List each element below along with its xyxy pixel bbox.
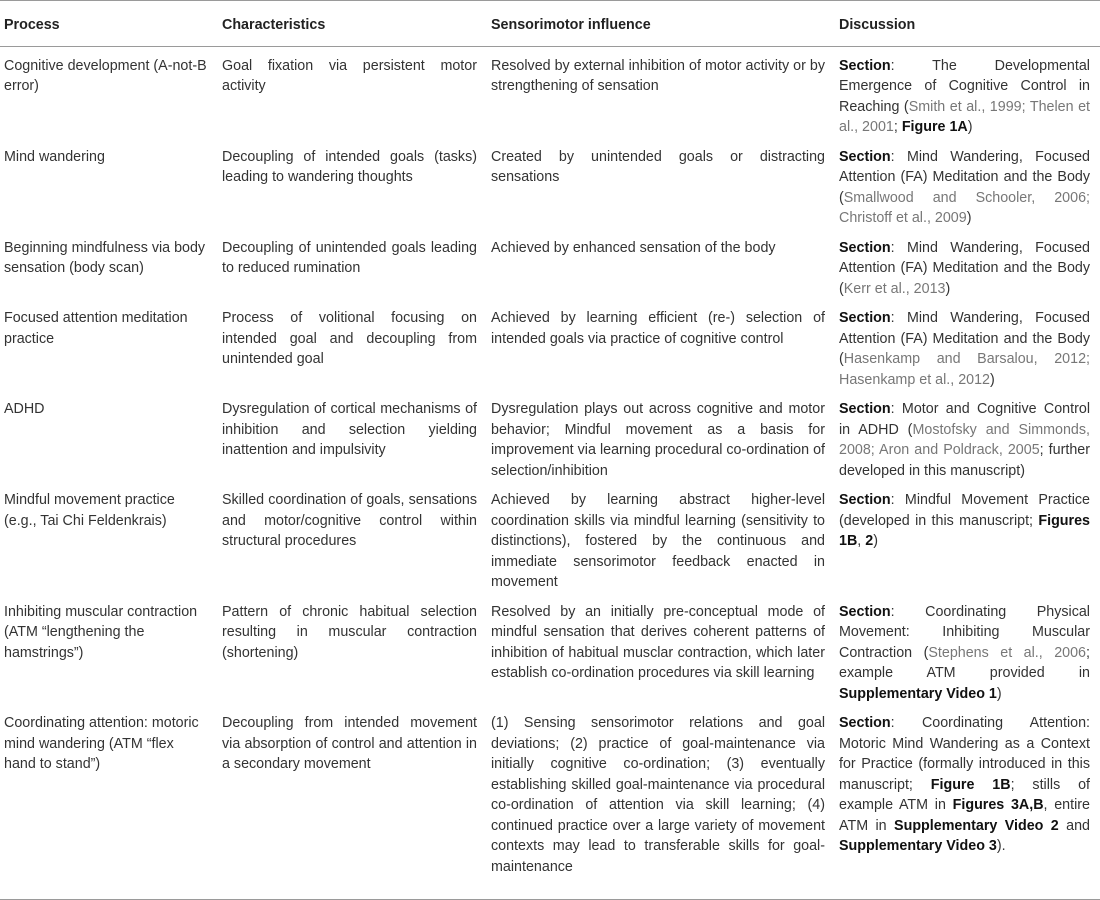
discussion-text: , entire ATM in [839,797,1090,834]
process-cell: Inhibiting muscular contraction (ATM “lengthening the hamstrings”) [4,603,198,661]
citation: Hasenkamp and Barsalou, 2012; Hasenkamp et al., 2012 [839,351,1090,388]
citation: Smith et al., 1999; Thelen et al., 2001 [839,98,1091,135]
discussion-cell [835,299,1100,390]
process-cell: ADHD [4,401,45,417]
section-label: Section [839,57,891,74]
process-cell: Beginning mindfulness via body sensation (body scan) [4,239,206,276]
discussion-text: : Mind Wandering, Focused Attention (FA) Meditation and the Body ( [839,148,1090,206]
section-label: Section [839,603,891,620]
discussion-text: ) [966,210,972,226]
table-header [0,1,1100,47]
citation: Smallwood and Schooler, 2006; Christoff et al., 2009 [839,189,1090,226]
discussion-text: ; further developed in this manuscript) [839,442,1090,479]
discussion-text: : The Developmental Emergence of Cognitive Control in Reaching ( [839,57,1090,115]
section-label: Section [839,401,891,417]
process-cell: Cognitive development (A-not-B error) [4,57,207,94]
characteristics-cell: Decoupling of unintended goals leading to reduced rumination [222,239,477,276]
process-cell: Focused attention meditation practice [4,310,188,347]
discussion-text: , [857,533,866,549]
sensorimotor-cell: (1) Sensing sensorimotor relations and goal deviations; (2) practice of goal-maintenance via initially cognitive co-ordination; (3) eventually establishing skilled goal-maintenance via procedural co-ordination of attention via skill learning; (4) continued practice over a large variety of movement contexts may lead to transferable skills for goal-maintenance [487,704,835,900]
sensorimotor-cell: Resolved by an initially pre-conceptual mode of mindful sensation that derives coherent patterns of inhibition of habitual musclar contraction, which later establish co-ordination procedures via skill learning [491,603,825,681]
process-cell: Mind wandering [4,148,105,165]
header-characteristics: Characteristics [218,1,487,47]
discussion-text: : Mind Wandering, Focused Attention (FA) Meditation and the Body ( [839,310,1090,367]
header-sensorimotor-influence: Sensorimotor influence [487,1,835,47]
figure-reference: Supplementary Video 3 [839,838,997,854]
discussion-text: ; example ATM provided in [839,644,1090,681]
sensorimotor-cell: Achieved by learning efficient (re-) selection of intended goals via practice of cognitive control [491,310,825,347]
section-label: Section [839,239,891,256]
discussion-text: : Mind Wandering, Focused Attention (FA) Meditation and the Body ( [839,239,1090,297]
discussion-cell [835,390,1100,481]
header-row [0,1,1100,47]
figure-reference: Supplementary Video 2 [894,817,1059,834]
section-label: Section [839,148,891,165]
discussion-text: ) [873,533,878,549]
figure-reference: Supplementary Video 1 [839,685,997,702]
header-discussion: Discussion [835,1,1100,47]
table-row [0,299,1100,390]
discussion-text: ). [996,838,1006,854]
table-row [0,138,1100,229]
sensorimotor-cell: Achieved by enhanced sensation of the body [491,239,776,256]
discussion-text: : Coordinating Attention: Motoric Mind Wandering as a Context for Practice (formally introduced in this manuscript; [839,715,1090,793]
discussion-cell [835,593,1100,705]
section-label: Section [839,492,891,508]
table-row [0,481,1100,593]
section-label: Section [839,310,891,326]
table-row [0,46,1100,138]
sensorimotor-cell: Achieved by learning abstract higher-level coordination skills via mindful learning (sensitivity to distinctions), fostered by the continuous and immediate sensorimotor feedback enacted in movement [491,492,825,590]
discussion-text: ) [996,685,1002,702]
figure-reference: Figure 1A [901,119,968,135]
figure-reference: Figure 1B [930,776,1011,793]
discussion-cell [835,46,1100,138]
process-cell: Mindful movement practice (e.g., Tai Chi Feldenkrais) [4,492,175,529]
discussion-text: : Mindful Movement Practice (developed in this manuscript; [839,492,1090,529]
characteristics-cell: Dysregulation of cortical mechanisms of inhibition and selection yielding inattention and impulsivity [222,401,477,458]
characteristics-cell: Pattern of chronic habitual selection resulting in muscular contraction (shortening) [222,603,477,661]
table-row [0,704,1100,900]
characteristics-cell: Decoupling of intended goals (tasks) leading to wandering thoughts [222,148,477,185]
discussion-text: : Motor and Cognitive Control in ADHD ( [839,401,1090,438]
table-row [0,593,1100,705]
figure-reference: Figures 1B [839,512,1090,549]
discussion-text: ) [945,280,951,297]
section-label: Section [839,715,891,731]
discussion-text: ; stills of example ATM in [839,776,1091,813]
citation: Stephens et al., 2006 [928,644,1087,661]
discussion-cell [835,704,1100,900]
figure-reference: 2 [865,533,874,549]
table-body [0,46,1100,900]
sensorimotor-cell: Resolved by external inhibition of motor activity or by strengthening of sensation [491,57,825,94]
discussion-text: ) [990,371,995,388]
characteristics-cell: Process of volitional focusing on intended goal and decoupling from unintended goal [222,310,477,367]
sensorimotor-cell: Created by unintended goals or distracting sensations [491,148,825,185]
discussion-cell [835,138,1100,229]
figure-reference: Figures 3A,B [952,797,1044,813]
header-process: Process [0,1,218,47]
characteristics-cell: Goal fixation via persistent motor activity [222,57,477,94]
sensorimotor-cell: Dysregulation plays out across cognitive and motor behavior; Mindful movement as a basis for improvement via learning procedural co-ordination of selection/inhibition [491,401,825,479]
discussion-cell [835,481,1100,593]
characteristics-cell: Decoupling from intended movement via absorption of control and attention in a secondary movement [218,704,487,900]
process-cell: Coordinating attention: motoric mind wandering (ATM “flex hand to stand”) [0,704,218,900]
discussion-text: : Coordinating Physical Movement: Inhibiting Muscular Contraction ( [839,603,1090,661]
table-row [0,390,1100,481]
discussion-text: ) [967,119,973,135]
discussion-text: ; [893,119,902,135]
citation: Kerr et al., 2013 [843,280,946,297]
characteristics-cell: Skilled coordination of goals, sensations and motor/cognitive control within structural procedures [222,492,477,549]
table-row [0,229,1100,300]
discussion-cell [835,229,1100,300]
citation: Mostofsky and Simmonds, 2008; Aron and Poldrack, 2005 [839,421,1090,458]
discussion-text: and [1058,817,1090,834]
